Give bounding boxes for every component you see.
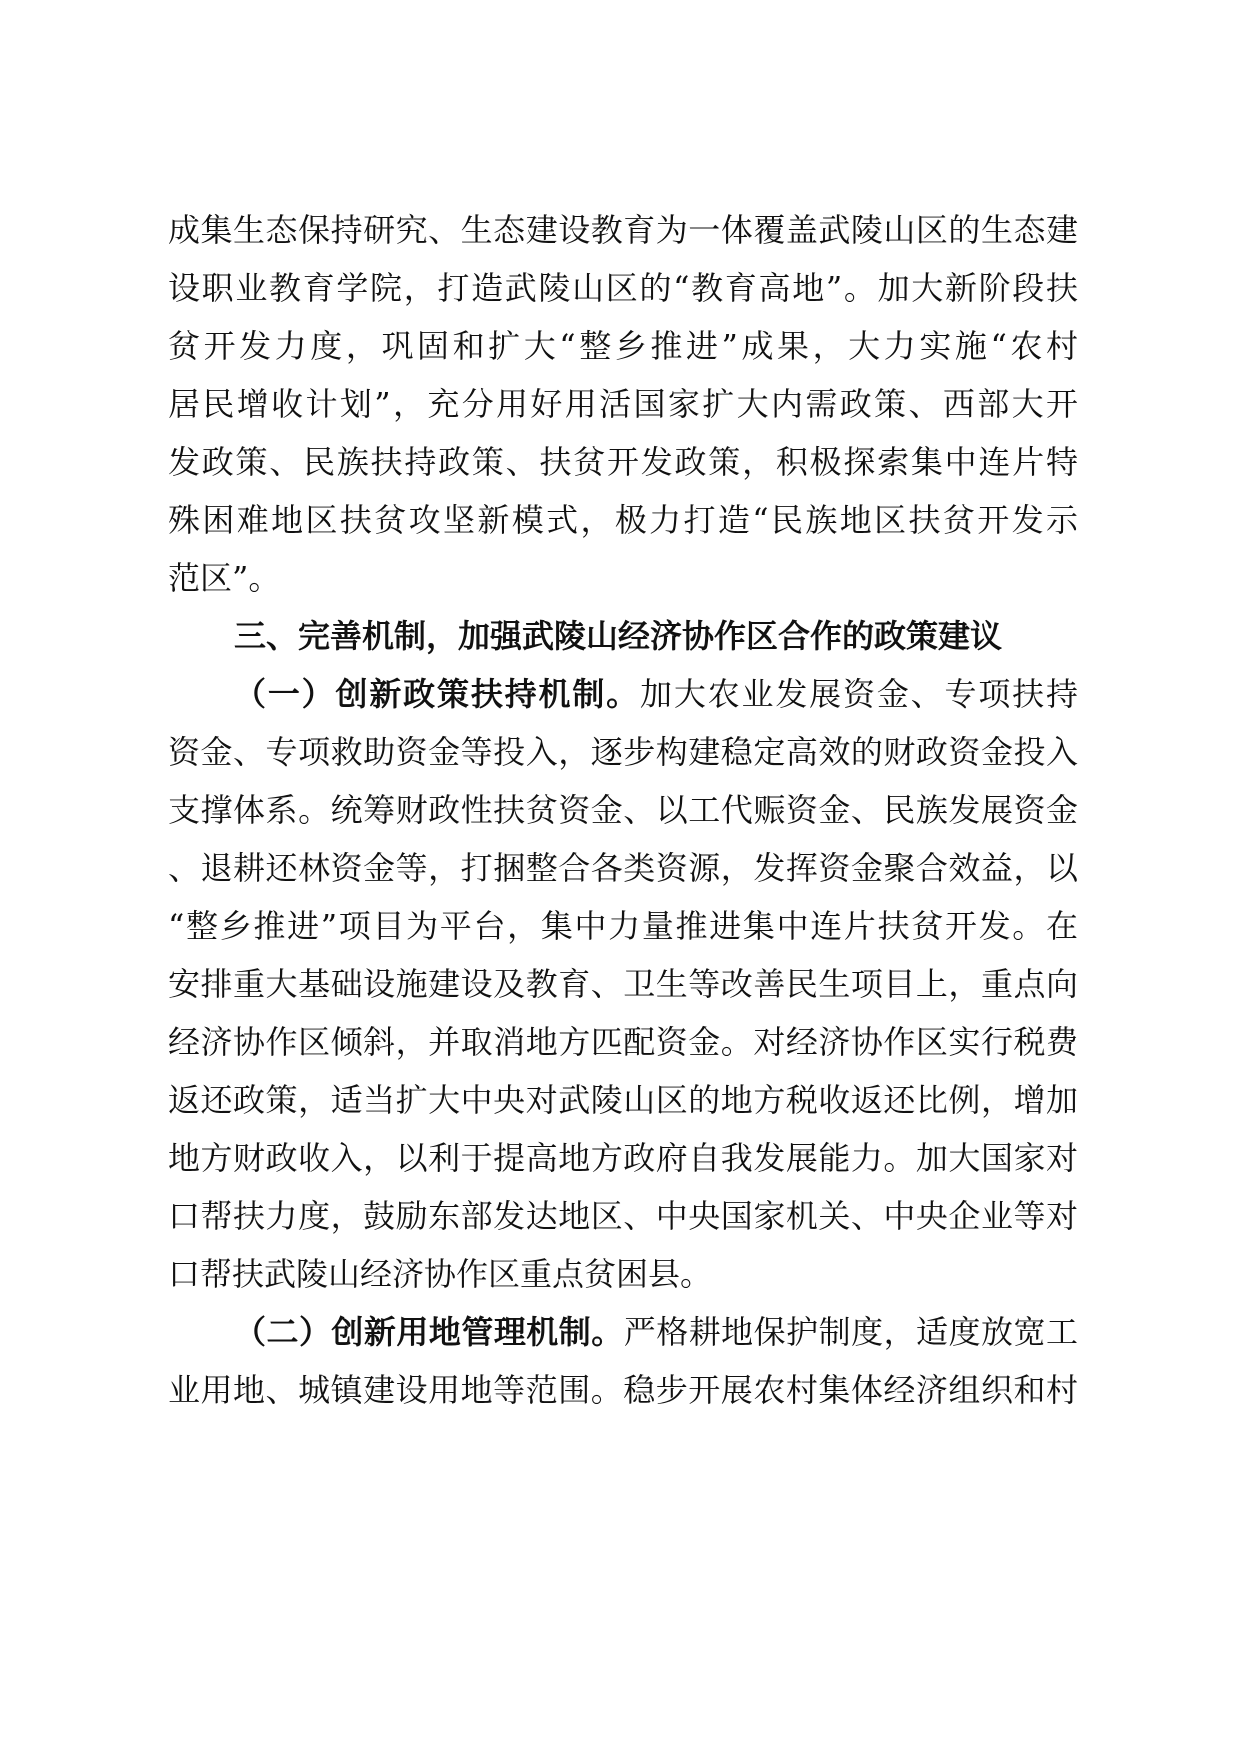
subsection-title: （一）创新政策扶持机制。 [234, 675, 640, 713]
paragraph-line: 业用地、城镇建设用地等范围。稳步开展农村集体经济组织和村 [168, 1371, 1078, 1409]
subsection-first-line [234, 664, 1078, 724]
paragraph-line: 居民增收计划”，充分用好用活国家扩大内需政策、西部大开 [168, 385, 1078, 423]
paragraph-line: 安排重大基础设施建设及教育、卫生等改善民生项目上，重点向 [168, 965, 1078, 1003]
subsection-text: 加大农业发展资金、专项扶持 [640, 675, 1078, 713]
paragraph-line: 、退耕还林资金等，打捆整合各类资源，发挥资金聚合效益，以 [168, 849, 1078, 887]
paragraph-line: 殊困难地区扶贫攻坚新模式，极力打造“民族地区扶贫开发示 [168, 501, 1078, 539]
paragraph-line: 贫开发力度，巩固和扩大“整乡推进”成果，大力实施“农村 [168, 327, 1078, 365]
paragraph-line: “整乡推进”项目为平台，集中力量推进集中连片扶贫开发。在 [168, 907, 1078, 945]
subsection-title: （二）创新用地管理机制。 [234, 1313, 624, 1351]
paragraph-line: 资金、专项救助资金等投入，逐步构建稳定高效的财政资金投入 [168, 733, 1078, 771]
section-heading: 三、完善机制，加强武陵山经济协作区合作的政策建议 [234, 617, 1003, 655]
paragraph-line: 范区”。 [168, 559, 281, 597]
subsection-first-line [234, 1302, 1078, 1362]
paragraph-line: 经济协作区倾斜，并取消地方匹配资金。对经济协作区实行税费 [168, 1023, 1078, 1061]
paragraph-line: 发政策、民族扶持政策、扶贫开发政策，积极探索集中连片特 [168, 443, 1078, 481]
paragraph-line: 支撑体系。统筹财政性扶贫资金、以工代赈资金、民族发展资金 [168, 791, 1078, 829]
paragraph-line: 设职业教育学院，打造武陵山区的“教育高地”。加大新阶段扶 [168, 269, 1078, 307]
paragraph-line: 成集生态保持研究、生态建设教育为一体覆盖武陵山区的生态建 [168, 211, 1078, 249]
subsection-text: 严格耕地保护制度，适度放宽工 [623, 1313, 1078, 1351]
paragraph-line: 口帮扶武陵山经济协作区重点贫困县。 [168, 1255, 713, 1293]
paragraph-line: 地方财政收入，以利于提高地方政府自我发展能力。加大国家对 [168, 1139, 1078, 1177]
paragraph-line: 返还政策，适当扩大中央对武陵山区的地方税收返还比例，增加 [168, 1081, 1078, 1119]
paragraph-line: 口帮扶力度，鼓励东部发达地区、中央国家机关、中央企业等对 [168, 1197, 1078, 1235]
